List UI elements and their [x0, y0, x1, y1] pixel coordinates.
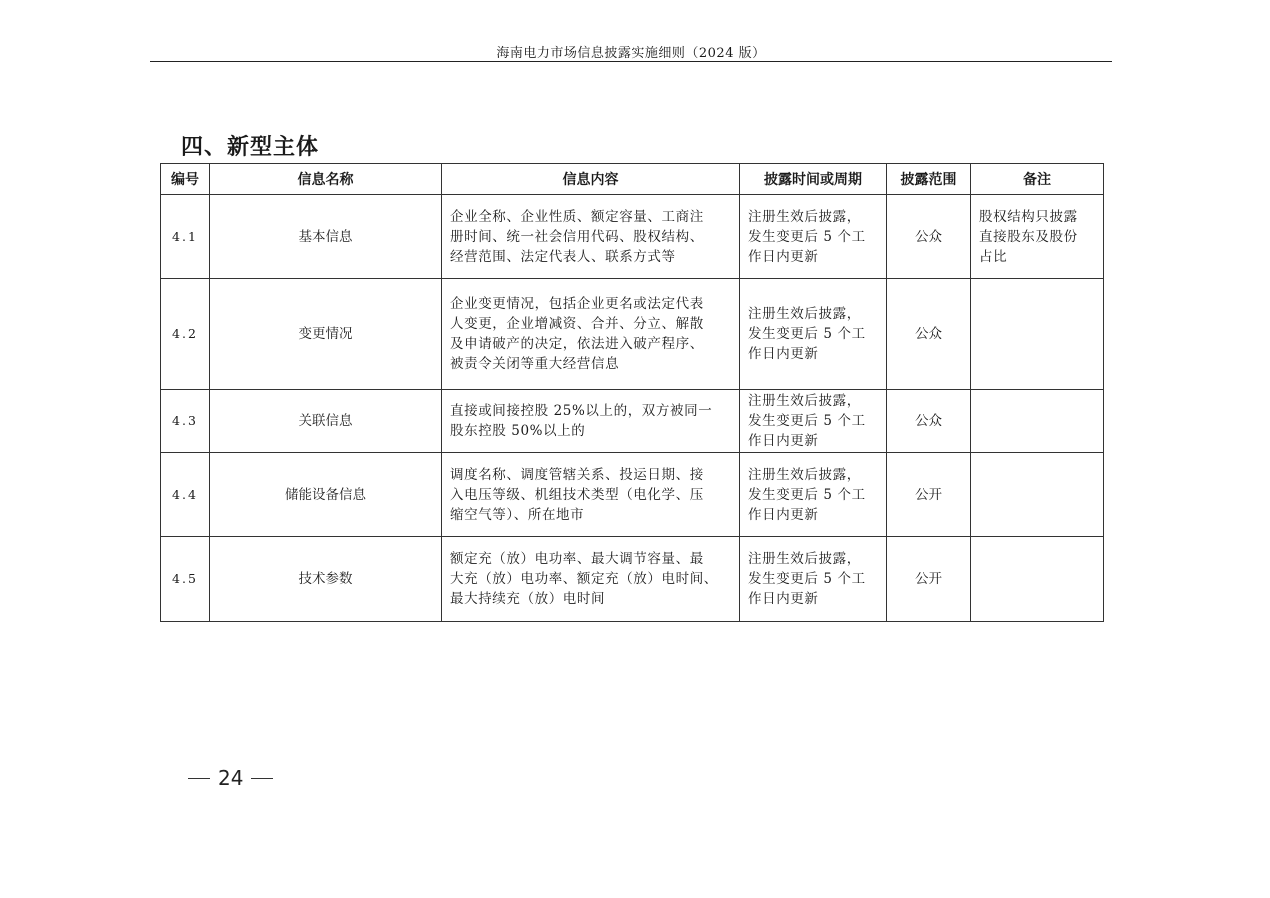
content-line: 调度名称、调度管辖关系、投运日期、接	[450, 466, 704, 483]
time-line: 作日内更新	[748, 433, 819, 449]
page-number	[180, 766, 281, 790]
time-line: 作日内更新	[748, 248, 819, 265]
cell-disclosure-time	[740, 195, 887, 279]
time-line: 注册生效后披露，	[748, 393, 861, 409]
time-line: 发生变更后 5 个工	[748, 486, 866, 503]
table-row	[161, 195, 1104, 279]
section-heading: 四、新型主体	[181, 135, 320, 160]
cell-number: 4.5	[161, 537, 210, 622]
content-line: 被责令关闭等重大经营信息	[450, 356, 620, 372]
col-header-info-content: 信息内容	[442, 164, 740, 195]
content-line: 最大持续充（放）电时间	[450, 591, 606, 607]
content-line: 企业全称、企业性质、额定容量、工商注	[450, 208, 704, 225]
content-line: 直接或间接控股 25%以上的，双方被同一	[450, 403, 713, 419]
disclosure-table	[160, 163, 1104, 622]
cell-number: 4.3	[161, 390, 210, 453]
time-line: 注册生效后披露，	[748, 551, 861, 567]
page-number-dash-left	[188, 778, 210, 779]
col-header-disclosure-scope: 披露范围	[887, 164, 971, 195]
page-number-value: 24	[218, 766, 244, 790]
cell-info-name: 储能设备信息	[210, 453, 442, 537]
time-line: 注册生效后披露，	[748, 306, 861, 322]
cell-info-content	[442, 390, 740, 453]
cell-disclosure-scope: 公开	[887, 453, 971, 537]
cell-remarks	[971, 279, 1104, 390]
note-line: 股权结构只披露	[979, 208, 1078, 225]
time-line: 注册生效后披露，	[748, 208, 861, 225]
content-line: 人变更，企业增减资、合并、分立、解散	[450, 316, 704, 332]
col-header-number: 编号	[161, 164, 210, 195]
col-header-info-name: 信息名称	[210, 164, 442, 195]
running-header: 海南电力市场信息披露实施细则（2024 版）	[496, 46, 766, 61]
cell-disclosure-time	[740, 537, 887, 622]
table-row	[161, 279, 1104, 390]
content-line: 经营范围、法定代表人、联系方式等	[450, 248, 676, 265]
content-line: 缩空气等）、所在地市	[450, 506, 585, 523]
content-line: 企业变更情况，包括企业更名或法定代表	[450, 296, 704, 312]
content-line: 册时间、统一社会信用代码、股权结构、	[450, 228, 704, 245]
header-rule	[150, 61, 1112, 62]
col-header-remarks: 备注	[971, 164, 1104, 195]
cell-info-name: 变更情况	[210, 279, 442, 390]
cell-info-content	[442, 279, 740, 390]
table-row	[161, 537, 1104, 622]
cell-disclosure-scope: 公开	[887, 537, 971, 622]
time-line: 作日内更新	[748, 591, 819, 607]
content-line: 额定充（放）电功率、最大调节容量、最	[450, 551, 704, 567]
cell-info-content	[442, 537, 740, 622]
content-line: 入电压等级、机组技术类型（电化学、压	[450, 486, 704, 503]
time-line: 发生变更后 5 个工	[748, 326, 866, 342]
cell-info-content	[442, 453, 740, 537]
time-line: 注册生效后披露，	[748, 466, 861, 483]
content-line: 股东控股 50%以上的	[450, 423, 586, 439]
page-number-dash-right	[251, 778, 273, 779]
cell-disclosure-scope: 公众	[887, 195, 971, 279]
time-line: 作日内更新	[748, 346, 819, 362]
time-line: 发生变更后 5 个工	[748, 413, 866, 429]
cell-remarks	[971, 453, 1104, 537]
cell-number: 4.1	[161, 195, 210, 279]
time-line: 发生变更后 5 个工	[748, 228, 866, 245]
cell-remarks	[971, 537, 1104, 622]
cell-disclosure-scope: 公众	[887, 390, 971, 453]
cell-info-name: 技术参数	[210, 537, 442, 622]
table-header-row	[161, 164, 1104, 195]
content-line: 大充（放）电功率、额定充（放）电时间、	[450, 571, 718, 587]
cell-disclosure-scope: 公众	[887, 279, 971, 390]
cell-disclosure-time	[740, 279, 887, 390]
cell-info-content	[442, 195, 740, 279]
table-row	[161, 390, 1104, 453]
cell-number: 4.2	[161, 279, 210, 390]
cell-remarks	[971, 390, 1104, 453]
content-line: 及申请破产的决定，依法进入破产程序、	[450, 336, 704, 352]
cell-remarks	[971, 195, 1104, 279]
time-line: 作日内更新	[748, 506, 819, 523]
cell-info-name: 关联信息	[210, 390, 442, 453]
cell-disclosure-time	[740, 390, 887, 453]
cell-info-name: 基本信息	[210, 195, 442, 279]
cell-disclosure-time	[740, 453, 887, 537]
cell-number: 4.4	[161, 453, 210, 537]
time-line: 发生变更后 5 个工	[748, 571, 866, 587]
note-line: 直接股东及股份	[979, 228, 1078, 245]
table-row	[161, 453, 1104, 537]
note-line: 占比	[979, 248, 1008, 265]
col-header-disclosure-time: 披露时间或周期	[740, 164, 887, 195]
